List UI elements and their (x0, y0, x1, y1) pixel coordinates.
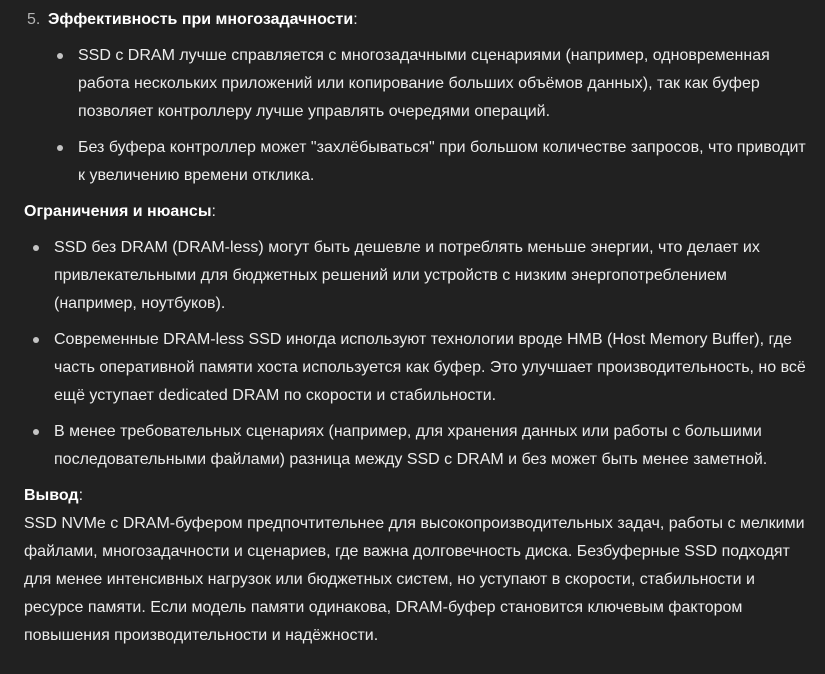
numbered-item-heading (48, 6, 814, 34)
list-item (24, 234, 814, 318)
heading-colon: : (353, 11, 358, 28)
heading-colon: : (211, 203, 216, 220)
section5-bullet-list (48, 42, 814, 190)
list-item-text: Современные DRAM-less SSD иногда используют технологии вроде HMB (Host Memory Buffer), где часть оперативной памяти хоста используется как буфер. Это улучшает производительность, но всё ещё уступает dedicated DRAM по скорости и стабильности. (54, 331, 806, 404)
list-number: 5. (27, 11, 41, 28)
list-item-text: Без буфера контроллер может "захлёбываться" при большом количестве запросов, что приводит к увеличению времени отклика. (78, 139, 806, 184)
bullet-dot-icon (33, 245, 39, 251)
conclusion-heading (24, 482, 814, 510)
heading-colon: : (78, 487, 84, 504)
limitations-bullet-list (24, 234, 814, 474)
numbered-item-5 (24, 6, 814, 34)
limitations-heading (24, 198, 814, 226)
list-item (48, 42, 814, 126)
list-item (24, 326, 814, 410)
limitations-title: Ограничения и нюансы (24, 203, 212, 220)
list-item-text: SSD без DRAM (DRAM-less) могут быть дешевле и потреблять меньше энергии, что делает их привлекательными для бюджетных решений или устройств с низким энергопотреблением (например, ноутбуков). (54, 239, 760, 312)
list-item (24, 418, 814, 474)
list-item (48, 134, 814, 190)
numbered-item-title: Эффективность при многозадачности (48, 11, 354, 28)
list-item-text: В менее требовательных сценариях (например, для хранения данных или работы с большими последовательными файлами) разница между SSD с DRAM и без может быть менее заметной. (54, 423, 768, 468)
list-item-text: SSD с DRAM лучше справляется с многозадачными сценариями (например, одновременная работа нескольких приложений или копирование больших объёмов данных), так как буфер позволяет контроллеру лучше управлять очередями операций. (78, 47, 770, 120)
bullet-dot-icon (57, 145, 63, 151)
bullet-dot-icon (33, 429, 39, 435)
conclusion-title: Вывод (24, 487, 79, 504)
chat-message-content (24, 6, 814, 650)
bullet-dot-icon (57, 53, 63, 59)
bullet-dot-icon (33, 337, 39, 343)
conclusion-paragraph: SSD NVMe с DRAM-буфером предпочтительнее для высокопроизводительных задач, работы с мелкими файлами, многозадачности и сценариев, где важна долговечность диска. Безбуферные SSD подходят для менее интенсивных нагрузок или бюджетных систем, но уступают в скорости, стабильности и ресурсе памяти. Если модель памяти одинакова, DRAM-буфер становится ключевым фактором повышения производительности и надёжности. (24, 515, 805, 644)
